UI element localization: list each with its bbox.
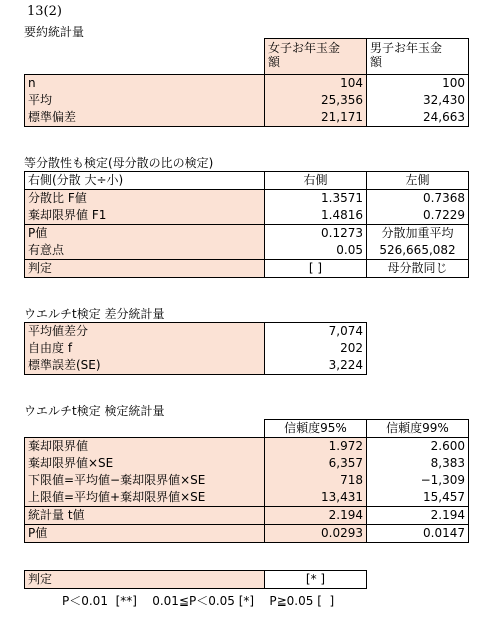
table-row	[25, 571, 367, 589]
verdict-table	[24, 570, 367, 589]
summary-table	[24, 38, 469, 127]
significance-legend: P＜0.01 [**] 0.01≦P＜0.05 [*] P≧0.05 [ ]	[62, 594, 335, 608]
welch-test-table	[24, 419, 469, 543]
doc-number: 13(2)	[27, 4, 62, 19]
table-row: n 104 100	[25, 75, 469, 93]
table-row: 上限値=平均値+棄却限界値×SE 13,431 15,457	[25, 489, 469, 507]
table-row: 標準偏差 21,171 24,663	[25, 109, 469, 127]
welch-diff-title: ウエルチt検定 差分統計量	[24, 307, 165, 321]
verdict-label: 判定	[25, 571, 265, 589]
table-row: P値 0.1273 分散加重平均	[25, 225, 469, 243]
welch-diff-table	[24, 322, 367, 375]
summary-col-male: 男子お年玉金 額	[367, 39, 469, 75]
table-row: 平均値差分 7,074	[25, 323, 367, 341]
summary-title: 要約統計量	[24, 25, 85, 39]
table-row: 信頼度95% 信頼度99%	[25, 420, 469, 438]
welch-test-title: ウエルチt検定 検定統計量	[24, 404, 165, 418]
table-row: 分散比 F値 1.3571 0.7368	[25, 190, 469, 208]
table-row: P値 0.0293 0.0147	[25, 525, 469, 543]
table-row: 右側(分散 大÷小) 右側 左側	[25, 172, 469, 190]
table-row: 棄却限界値 1.972 2.600	[25, 438, 469, 456]
table-row: 判定 [ ] 母分散同じ	[25, 260, 469, 278]
verdict-value: [* ]	[265, 571, 367, 589]
table-row: 棄却限界値 F1 1.4816 0.7229	[25, 207, 469, 225]
table-row: 棄却限界値×SE 6,357 8,383	[25, 455, 469, 472]
table-row: 標準誤差(SE) 3,224	[25, 357, 367, 375]
table-row: 平均 25,356 32,430	[25, 92, 469, 109]
table-row: 下限値=平均値−棄却限界値×SE 718 −1,309	[25, 472, 469, 489]
summary-col-female: 女子お年玉金 額	[265, 39, 367, 75]
ftest-title: 等分散性も検定(母分散の比の検定)	[24, 156, 214, 170]
ftest-table	[24, 171, 469, 278]
table-row: 統計量 t値 2.194 2.194	[25, 507, 469, 525]
table-row: 有意点 0.05 526,665,082	[25, 242, 469, 260]
table-row: 自由度 f 202	[25, 340, 367, 357]
